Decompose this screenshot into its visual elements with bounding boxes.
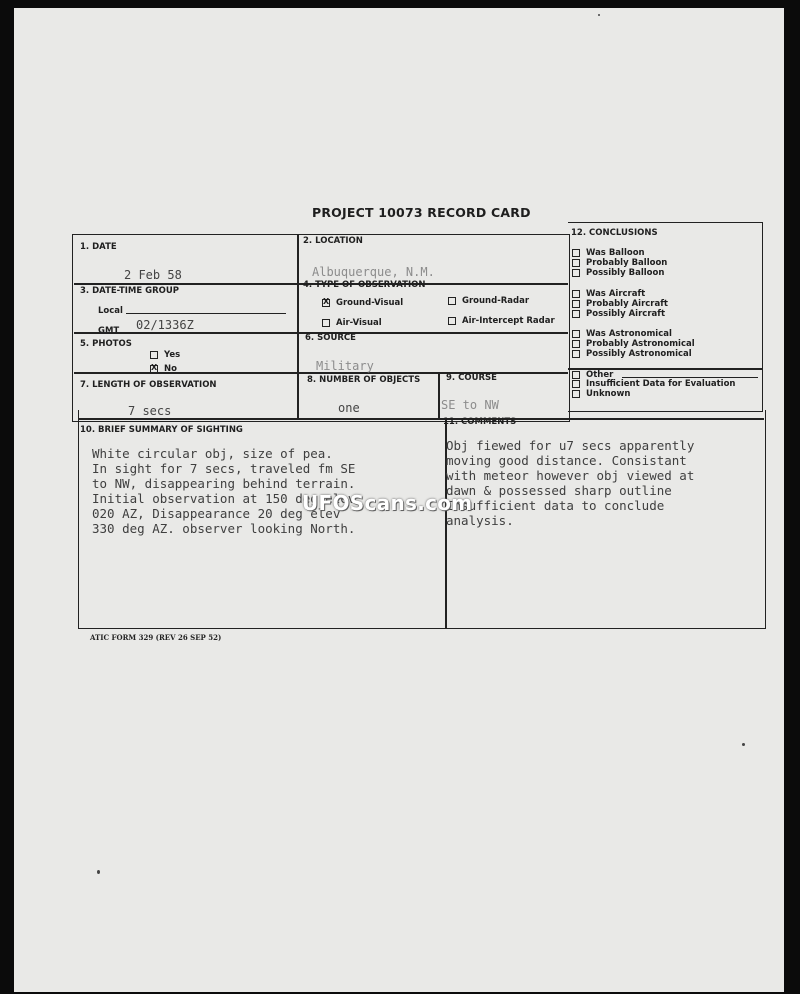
checkbox-icon <box>448 297 456 305</box>
checkbox-icon <box>572 300 580 308</box>
summary-label: 10. BRIEF SUMMARY OF SIGHTING <box>80 425 243 435</box>
conclusion-item: Insufficient Data for Evaluation <box>572 379 736 389</box>
conclusion-item: Unknown <box>572 389 630 399</box>
divider <box>78 418 764 420</box>
photos-label: 5. PHOTOS <box>80 339 132 349</box>
option-ground-radar <box>448 296 529 306</box>
checkbox-icon <box>572 350 580 358</box>
length-label: 7. LENGTH OF OBSERVATION <box>80 380 217 390</box>
conclusion-item: Other <box>572 370 613 380</box>
scan-speck <box>742 743 745 746</box>
ground-visual-label: Ground-Visual <box>336 298 404 308</box>
conclusion-item: Possibly Balloon <box>572 268 664 278</box>
location-value: Albuquerque, N.M. <box>312 265 435 279</box>
checkbox-icon <box>572 340 580 348</box>
checkbox-icon <box>150 362 158 373</box>
conclusions-label: 12. CONCLUSIONS <box>571 228 658 238</box>
checkbox-icon <box>572 269 580 277</box>
conclusion-item: Was Aircraft <box>572 289 645 299</box>
local-time-line <box>126 313 286 314</box>
checkbox-icon <box>150 351 158 359</box>
checkbox-icon <box>572 249 580 257</box>
check-mark: X <box>151 362 158 372</box>
card-title: PROJECT 10073 RECORD CARD <box>312 205 531 220</box>
option-ground-visual <box>322 298 403 308</box>
checkbox-icon <box>572 290 580 298</box>
checkbox-icon <box>572 259 580 267</box>
scan-speck <box>97 870 100 874</box>
comments-label: 11. COMMENTS <box>443 417 517 427</box>
gmt-value: 02/1336Z <box>136 318 194 332</box>
location-label: 2. LOCATION <box>303 236 363 246</box>
photos-yes-label: Yes <box>164 350 181 360</box>
checkbox-icon <box>572 380 580 388</box>
date-label: 1. DATE <box>80 242 117 252</box>
gmt-line <box>122 333 286 334</box>
photos-yes-option <box>150 350 180 360</box>
photos-no-option <box>150 364 177 374</box>
photos-no-label: No <box>164 364 177 374</box>
scan-speck <box>598 14 600 16</box>
option-air-intercept <box>448 316 555 326</box>
conclusion-item: Was Astronomical <box>572 329 672 339</box>
checkbox-icon <box>572 390 580 398</box>
course-label: 9. COURSE <box>446 373 497 383</box>
ground-radar-label: Ground-Radar <box>462 296 530 306</box>
conclusion-item: Probably Aircraft <box>572 299 668 309</box>
gmt-label: GMT <box>98 326 120 336</box>
conclusion-item: Probably Astronomical <box>572 339 695 349</box>
watermark: UFOScans.com <box>302 491 473 515</box>
option-air-visual <box>322 318 382 328</box>
other-line <box>622 377 758 378</box>
checkbox-icon <box>322 319 330 327</box>
source-value: Military <box>316 359 374 373</box>
checkbox-icon <box>322 296 330 307</box>
checkbox-icon <box>572 371 580 379</box>
comments-text: Obj fiewed for u7 secs apparently moving good distance. Consistant with meteor however obj viewed at dawn & possessed sharp outline Insufficient data to conclude analysis. <box>446 438 695 528</box>
objects-value: one <box>338 401 360 415</box>
source-label: 6. SOURCE <box>305 333 356 343</box>
check-mark: X <box>323 296 330 306</box>
divider <box>438 372 440 418</box>
date-value: 2 Feb 58 <box>124 268 182 282</box>
checkbox-icon <box>572 330 580 338</box>
objects-label: 8. NUMBER OF OBJECTS <box>307 375 421 385</box>
conclusion-item: Possibly Aircraft <box>572 309 665 319</box>
form-number: ATIC FORM 329 (REV 26 SEP 52) <box>90 633 222 642</box>
air-visual-label: Air-Visual <box>336 318 382 328</box>
conclusion-item: Possibly Astronomical <box>572 349 692 359</box>
air-intercept-label: Air-Intercept Radar <box>462 316 555 326</box>
course-value: SE to NW <box>441 398 499 412</box>
checkbox-icon <box>448 317 456 325</box>
local-time-label: Local <box>98 306 123 316</box>
conclusion-item: Was Balloon <box>572 248 645 258</box>
dtg-label: 3. DATE-TIME GROUP <box>80 286 180 296</box>
checkbox-icon <box>572 310 580 318</box>
type-label: 4. TYPE OF OBSERVATION <box>303 280 426 290</box>
conclusion-item: Probably Balloon <box>572 258 667 268</box>
summary-text: White circular obj, size of pea. In sight for 7 secs, traveled fm SE to NW, disappearing behind terrain. Initial observation at 150 deg elev 020 AZ, Disappearance 20 deg elev 330 deg AZ. observer looking North. <box>92 446 356 536</box>
divider <box>297 234 299 420</box>
length-value: 7 secs <box>128 404 172 418</box>
